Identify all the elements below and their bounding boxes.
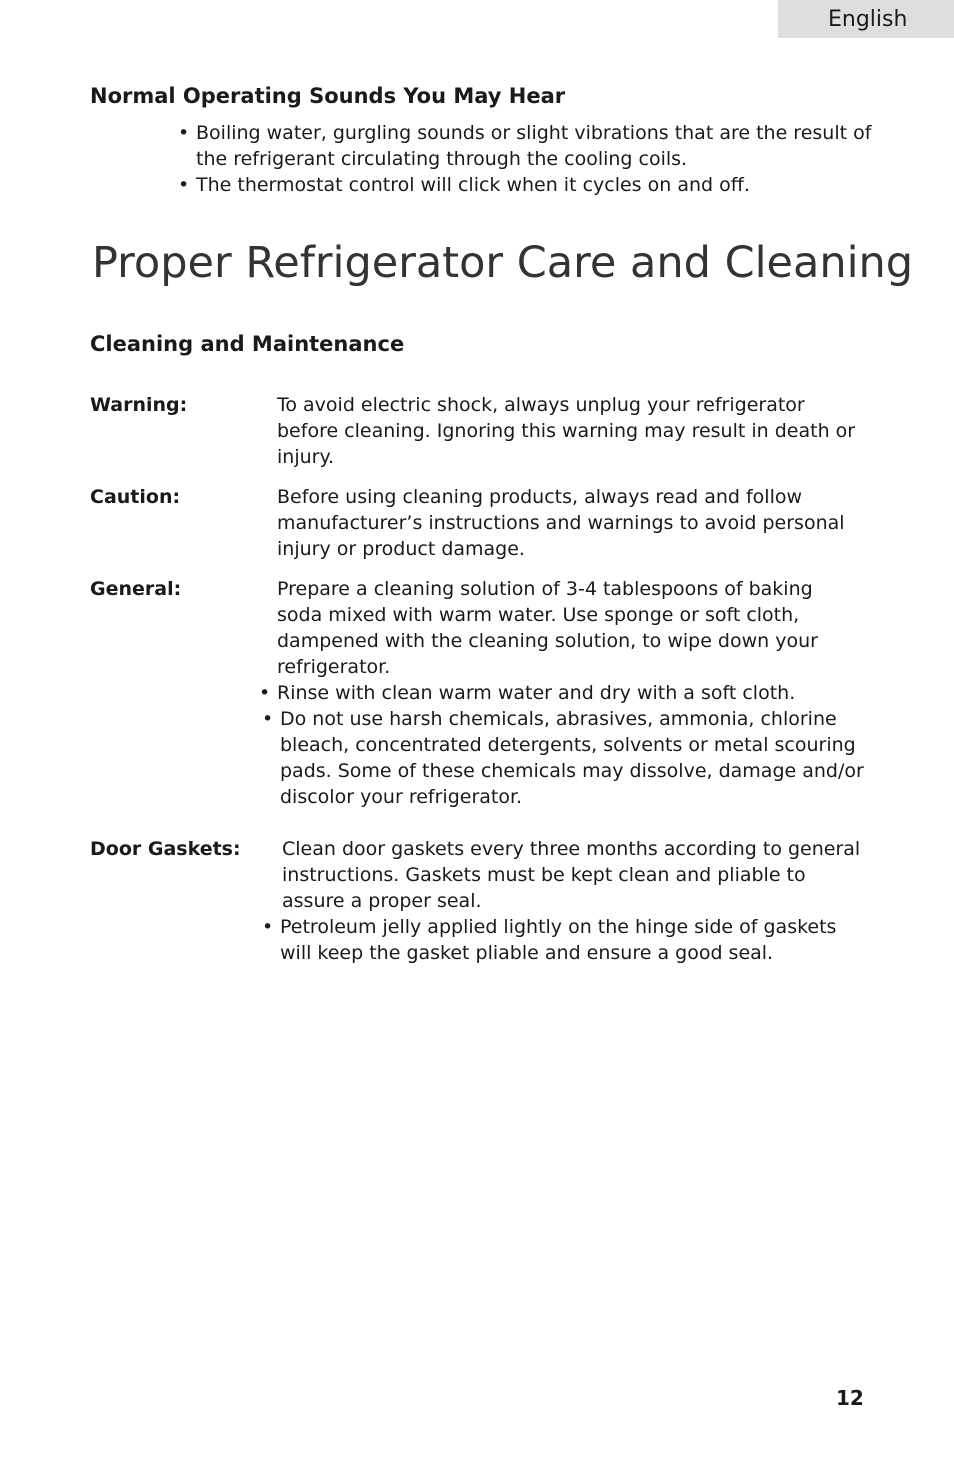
- sounds-bullet-1: [178, 120, 876, 172]
- bullet-text: Do not use harsh chemicals, abrasives, ammonia, chlorine bleach, concentrated detergents, solvents or metal scouring pads. Some of these chemicals may dissolve, damage and/or discolor your refrigerator.: [280, 708, 864, 808]
- bullet-text: Boiling water, gurgling sounds or slight vibrations that are the result of the refrigerant circulating through the cooling coils.: [196, 122, 872, 170]
- general-bullet-2: [262, 706, 865, 810]
- page-number: 12: [836, 1386, 864, 1410]
- bullet-dot-icon: •: [259, 682, 271, 704]
- gaskets-label: Door Gaskets:: [90, 838, 241, 860]
- language-tab: English: [778, 0, 954, 38]
- general-bullet-1: [259, 680, 867, 706]
- sounds-bullet-2: [178, 172, 876, 198]
- page-title: Proper Refrigerator Care and Cleaning: [92, 238, 914, 288]
- bullet-text: Rinse with clean warm water and dry with a soft cloth.: [277, 682, 796, 704]
- bullet-dot-icon: •: [262, 916, 274, 938]
- sounds-heading: Normal Operating Sounds You May Hear: [90, 84, 566, 108]
- caution-text: Before using cleaning products, always read and follow manufacturer’s instructions and warnings to avoid personal injury or product damage.: [277, 486, 845, 560]
- bullet-text: The thermostat control will click when it cycles on and off.: [196, 174, 750, 196]
- general-text: Prepare a cleaning solution of 3-4 tablespoons of baking soda mixed with warm water. Use sponge or soft cloth, dampened with the cleaning solution, to wipe down your refrigerator.: [277, 578, 818, 678]
- bullet-dot-icon: •: [262, 708, 274, 730]
- gaskets-text: Clean door gaskets every three months according to general instructions. Gaskets must be kept clean and pliable to assure a proper seal.: [282, 838, 861, 912]
- warning-text: To avoid electric shock, always unplug your refrigerator before cleaning. Ignoring this warning may result in death or injury.: [277, 394, 856, 468]
- general-label: General:: [90, 578, 182, 600]
- bullet-text: Petroleum jelly applied lightly on the hinge side of gaskets will keep the gasket pliable and ensure a good seal.: [280, 916, 837, 964]
- bullet-dot-icon: •: [178, 174, 190, 196]
- bullet-dot-icon: •: [178, 122, 190, 144]
- gaskets-bullet-1: [262, 914, 850, 966]
- caution-label: Caution:: [90, 486, 181, 508]
- cleaning-heading: Cleaning and Maintenance: [90, 332, 405, 356]
- warning-label: Warning:: [90, 394, 188, 416]
